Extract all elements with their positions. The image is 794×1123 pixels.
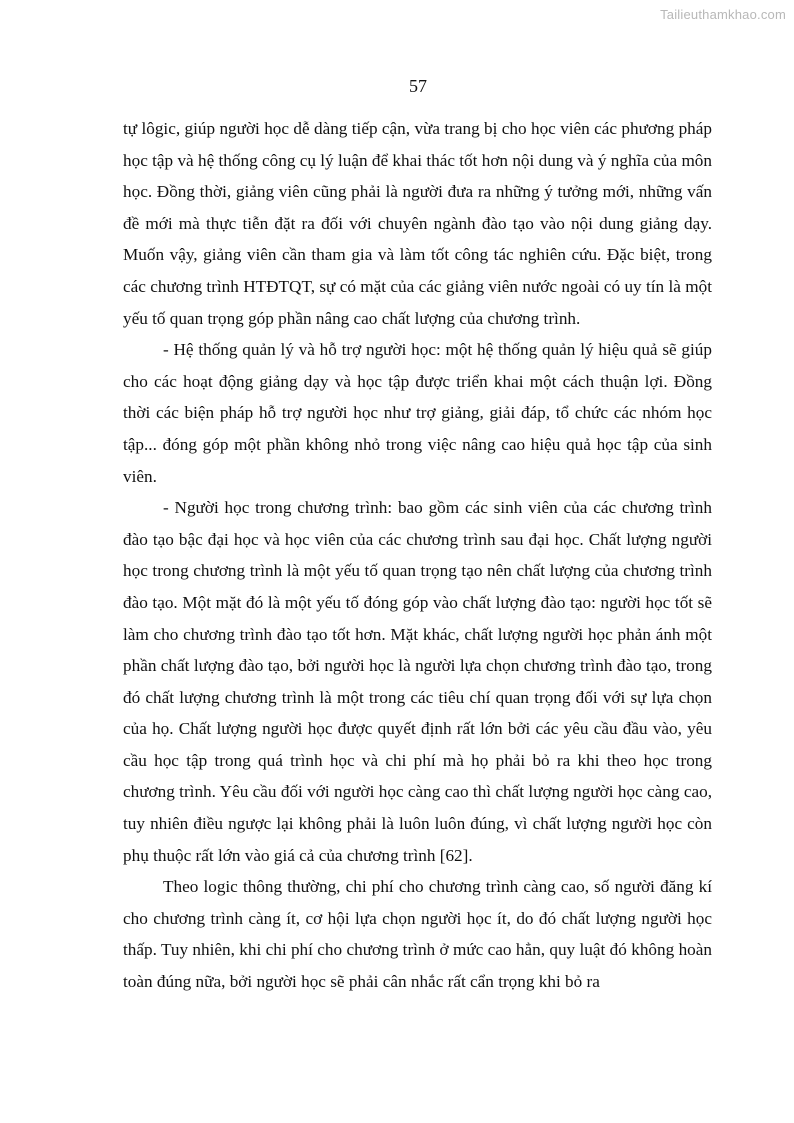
watermark-text: Tailieuthamkhao.com [660,7,786,22]
paragraph-management-support: - Hệ thống quản lý và hỗ trợ người học: một hệ thống quản lý hiệu quả sẽ giúp cho các hoạt động giảng dạy và học tập được triển khai một cách thuận lợi. Đồng thời các biện pháp hỗ trợ người học như trợ giảng, giải đáp, tổ chức các nhóm học tập... đóng góp một phần không nhỏ trong việc nâng cao hiệu quả học tập của sinh viên. [123,340,712,486]
page-number: 57 [409,76,427,96]
paragraph-continuation: tự lôgic, giúp người học dễ dàng tiếp cận, vừa trang bị cho học viên các phương pháp học tập và hệ thống công cụ lý luận để khai thác tốt hơn nội dung và ý nghĩa của môn học. Đồng thời, giảng viên cũng phải là người đưa ra những ý tưởng mới, những vấn đề mới mà thực tiễn đặt ra đối với chuyên ngành đào tạo vào nội dung giảng dạy. Muốn vậy, giảng viên cần tham gia và làm tốt công tác nghiên cứu. Đặc biệt, trong các chương trình HTĐTQT, sự có mặt của các giảng viên nước ngoài có uy tín là một yếu tố quan trọng góp phần nâng cao chất lượng của chương trình. [123,119,712,328]
paragraph-learners: - Người học trong chương trình: bao gồm các sinh viên của các chương trình đào tạo bậc đại học và học viên của các chương trình sau đại học. Chất lượng người học trong chương trình là một yếu tố quan trọng tạo nên chất lượng của chương trình đào tạo. Một mặt đó là một yếu tố đóng góp vào chất lượng đào tạo: người học tốt sẽ làm cho chương trình đào tạo tốt hơn. Mặt khác, chất lượng người học phản ánh một phần chất lượng đào tạo, bởi người học là người lựa chọn chương trình đào tạo, trong đó chất lượng chương trình là một trong các tiêu chí quan trọng đối với sự lựa chọn của họ. Chất lượng người học được quyết định rất lớn bởi các yêu cầu đầu vào, yêu cầu học tập trong quá trình học và chi phí mà họ phải bỏ ra khi theo học trong chương trình. Yêu cầu đối với người học càng cao thì chất lượng người học càng cao, tuy nhiên điều ngược lại không phải là luôn luôn đúng, vì chất lượng người học còn phụ thuộc rất lớn vào giá cả của chương trình [62]. [123,498,712,865]
body-text [123,113,712,998]
paragraph-cost-logic: Theo logic thông thường, chi phí cho chương trình càng cao, số người đăng kí cho chương trình càng ít, cơ hội lựa chọn người học ít, do đó chất lượng người học thấp. Tuy nhiên, khi chi phí cho chương trình ở mức cao hẳn, quy luật đó không hoàn toàn đúng nữa, bởi người học sẽ phải cân nhắc rất cẩn trọng khi bỏ ra [123,877,712,992]
